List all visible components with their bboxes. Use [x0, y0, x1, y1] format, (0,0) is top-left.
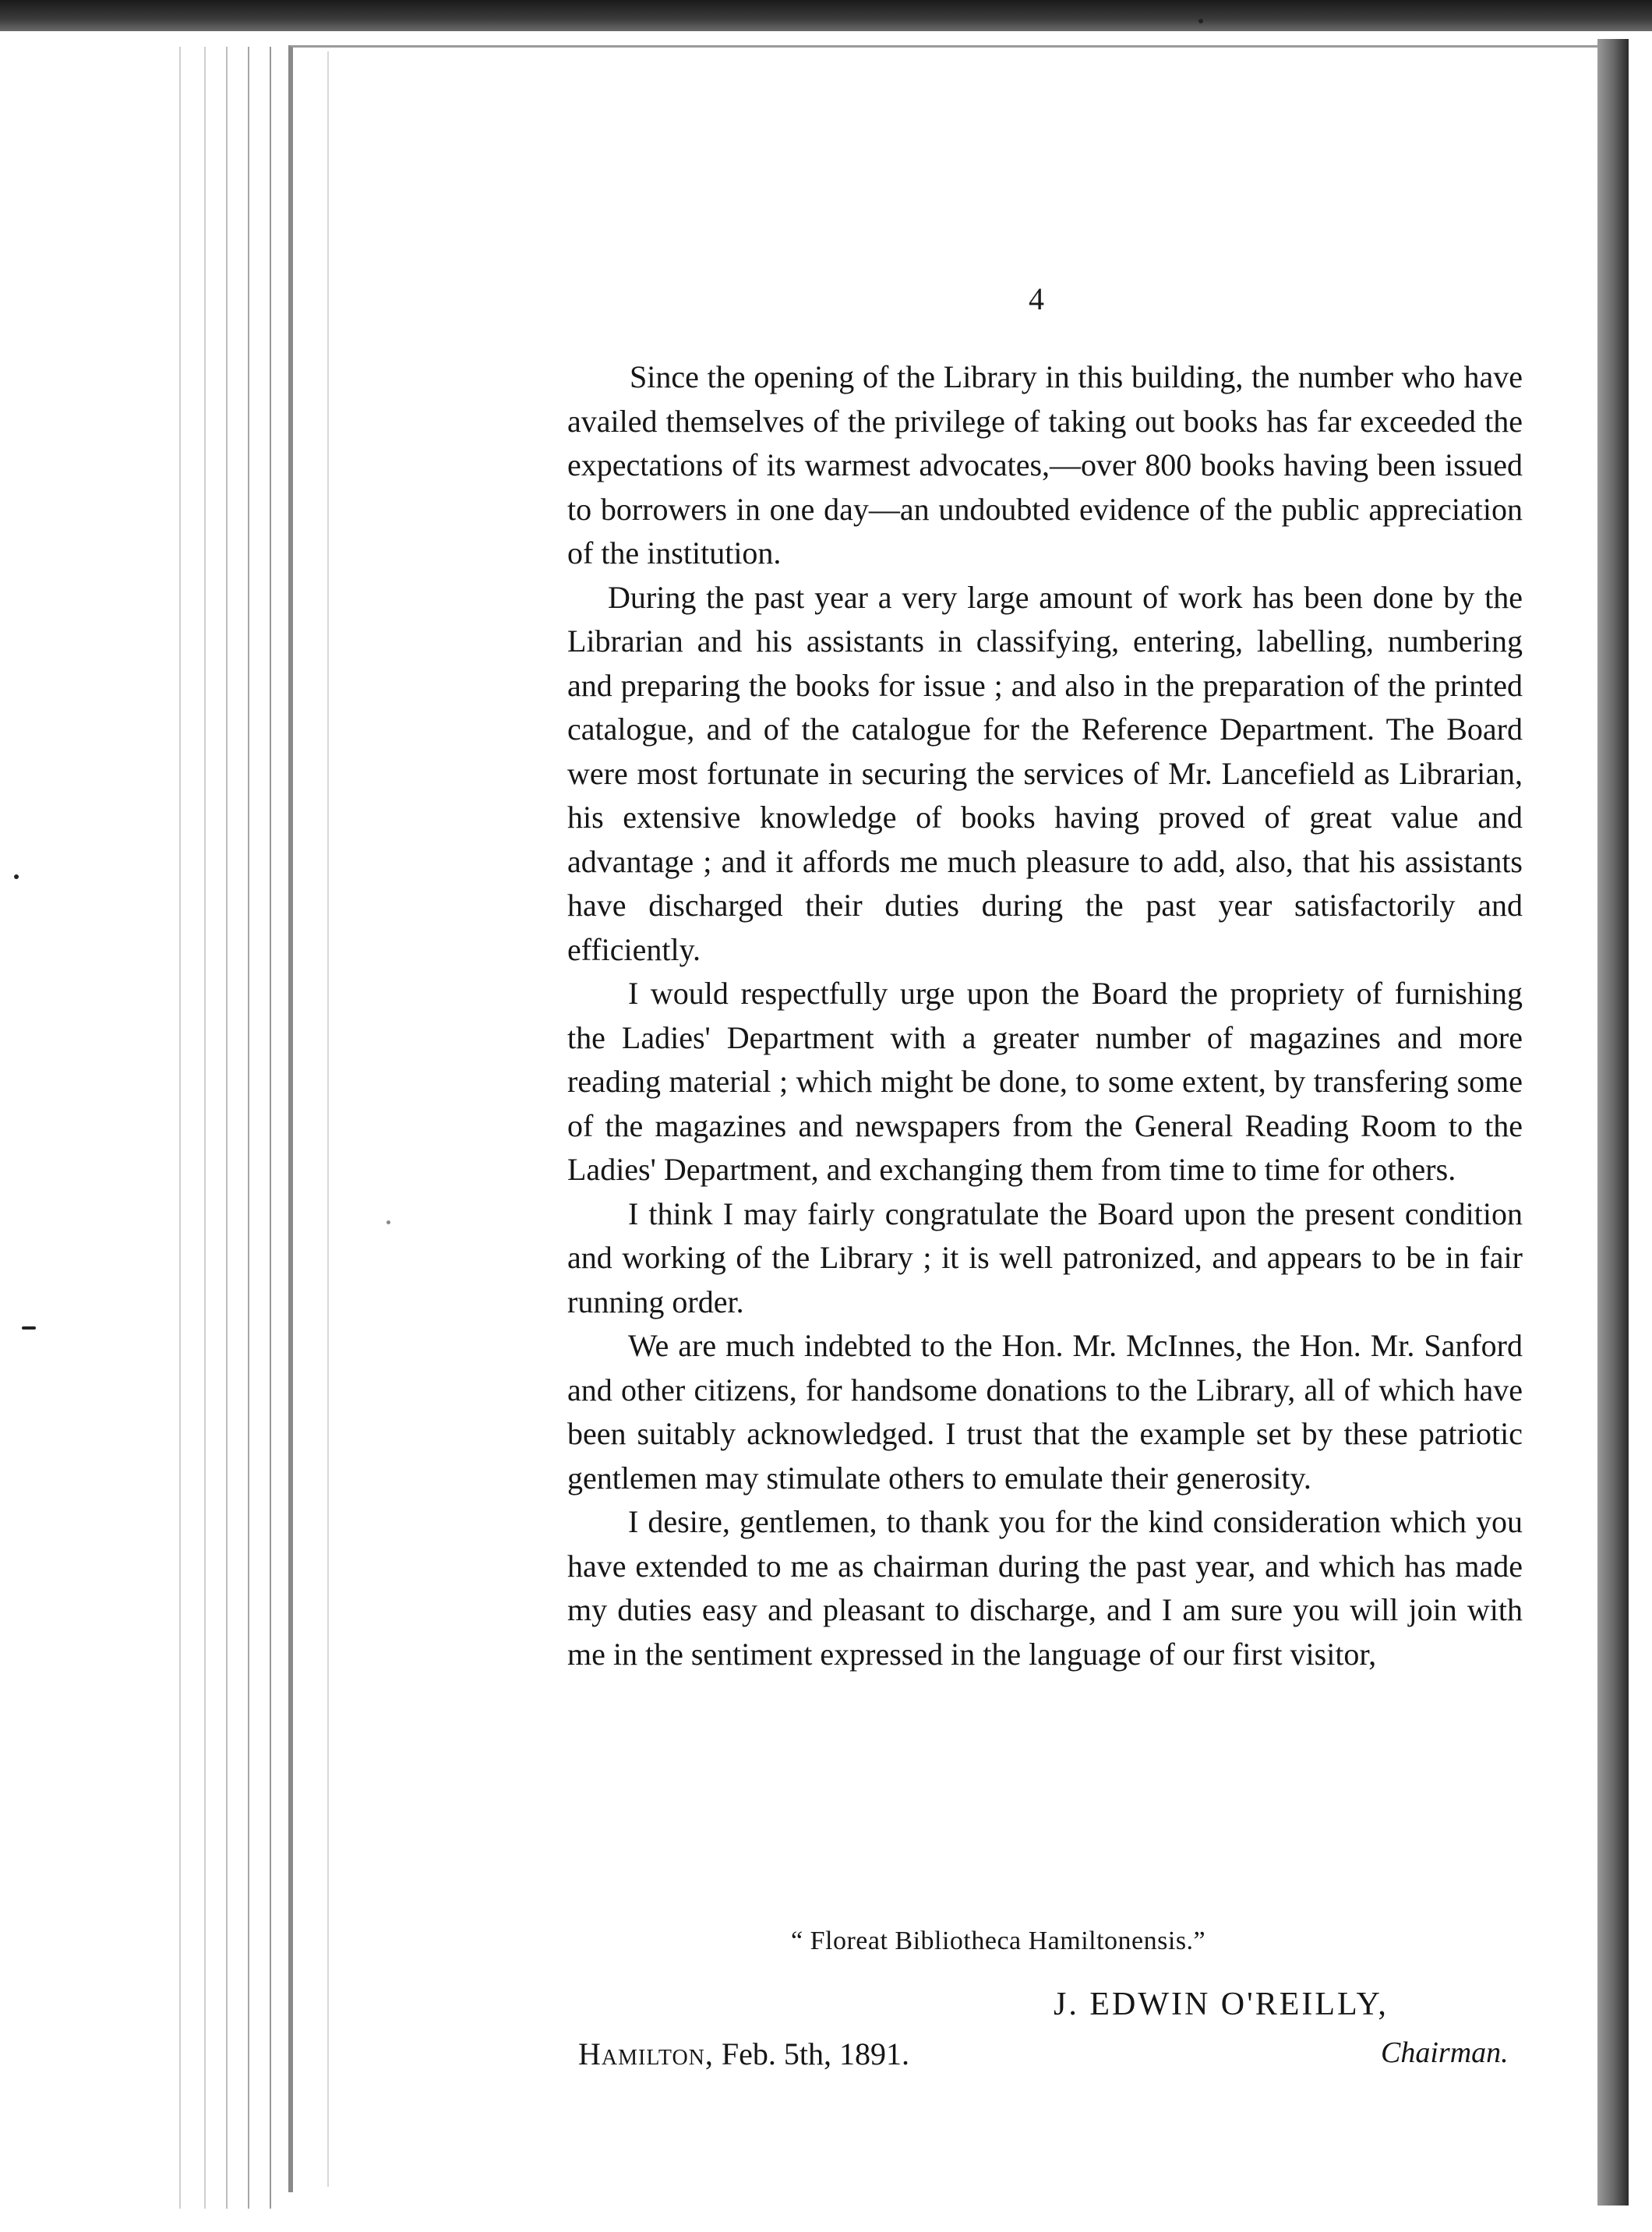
paragraph: Since the opening of the Library in this building, the number who have availed themselves of the privilege of taking out books has far exceeded the expectations of its warmest advocates,—over 800 books having been issued to borrowers in one day—an undoubted evidence of the public appreciation of the institution.: [567, 359, 1523, 570]
signature-name: J. EDWIN O'REILLY,: [1054, 1987, 1389, 2022]
paragraph: I think I may fairly congratulate the Board upon the present condition and working of the Library ; it is well patronized, and appears to be in fair running order.: [567, 1195, 1523, 1319]
page-edge: [179, 47, 181, 2209]
closing-quote: “ Floreat Bibliotheca Hamiltonensis.”: [791, 1927, 1206, 1955]
paragraph: I would respectfully urge upon the Board the propriety of furnishing the Ladies' Department with a greater number of magazines and more reading material ; which might be done, to some extent, by transfering some of the magazines and newspapers from the General Reading Room to the Ladies' Department, and exchanging them from time to time for others.: [567, 976, 1523, 1187]
signature-title: Chairman.: [1381, 2036, 1509, 2069]
paragraph: We are much indebted to the Hon. Mr. McInnes, the Hon. Mr. Sanford and other citizens, for handsome donations to the Library, all of which have been suitably acknowledged. I trust that the example set by these patriotic gentlemen may stimulate others to emulate their generosity.: [567, 1328, 1523, 1496]
scan-top-border: [0, 0, 1652, 31]
scan-right-gutter: [1597, 39, 1629, 2206]
page-edge: [270, 47, 271, 2209]
paragraph: I desire, gentlemen, to thank you for the kind consideration which you have extended to me as chairman during the past year, and which has made my duties easy and pleasant to discharge, and I am sure you will join with me in the sentiment expressed in the language of our first visitor,: [567, 1504, 1523, 1672]
scan-speck: [1198, 19, 1203, 23]
page-number: 4: [1029, 281, 1044, 316]
dateline-date: Feb. 5th, 1891.: [721, 2036, 910, 2071]
dateline-place: Hamilton,: [578, 2036, 714, 2071]
scan-speck: [387, 1220, 390, 1224]
scan-speck: [14, 874, 19, 879]
page-inner-edge: [327, 51, 329, 2187]
scan-speck: [22, 1326, 36, 1330]
page-edge: [204, 47, 206, 2209]
page-edge: [226, 47, 228, 2209]
body-text: [567, 355, 1523, 1676]
dateline: [578, 2036, 909, 2072]
page-edge: [248, 47, 249, 2209]
paragraph: During the past year a very large amount of work has been done by the Librarian and his assistants in classifying, entering, labelling, numbering and preparing the books for issue ; and also in the preparation of the printed catalogue, and of the catalogue for the Reference Department. The Board were most fortunate in securing the services of Mr. Lancefield as Librarian, his extensive knowledge of books having proved of great value and advantage ; and it affords me much pleasure to add, also, that his assistants have discharged their duties during the past year satisfactorily and efficiently.: [567, 579, 1523, 967]
scan-right-margin: [1629, 31, 1652, 2206]
